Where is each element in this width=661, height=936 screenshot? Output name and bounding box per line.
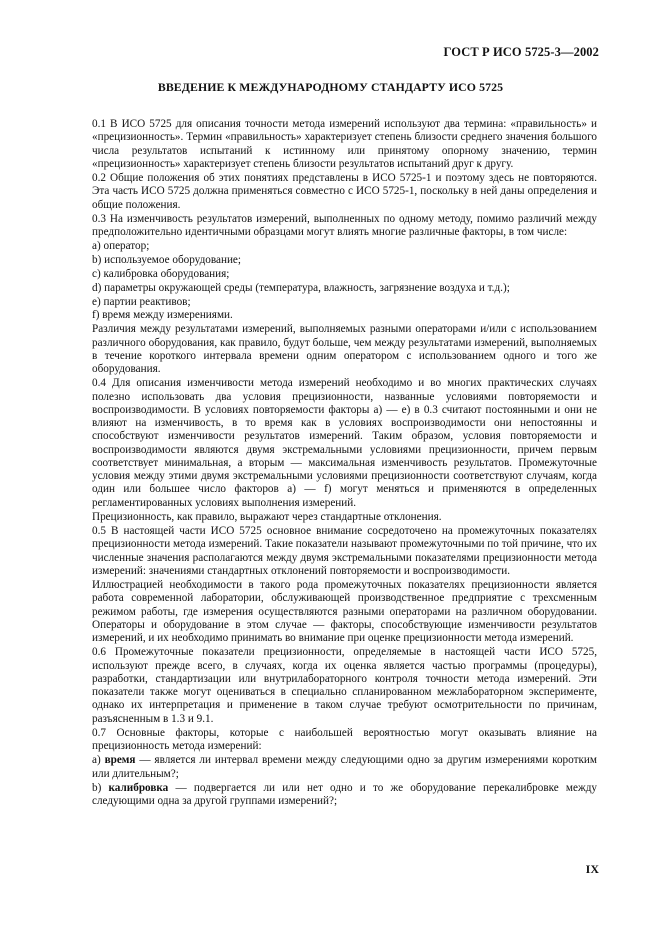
key-factor-calibration — [92, 782, 597, 809]
paragraph-0-2: 0.2 Общие положения об этих понятиях представлены в ИСО 5725-1 и поэтому здесь не повторяются. Эта часть ИСО 5725 должна применяться совместно с ИСО 5725-1, поскольку в ней даны определения и общие положения. — [92, 172, 597, 211]
paragraph-std-dev: Прецизионность, как правило, выражают через стандартные отклонения. — [92, 510, 442, 523]
factor-item: a) оператор; — [92, 240, 150, 253]
factor-item: e) партии реактивов; — [92, 295, 191, 308]
key-factor-time — [92, 754, 597, 781]
page-number: IX — [585, 862, 599, 876]
paragraph-0-6: 0.6 Промежуточные показатели прецизионности, определяемые в настоящей части ИСО 5725, используют прежде всего, в случаях, когда их оценка является частью программы (процедуры), разработки, стандартизации или внутрилабораторного контроля точности метода измерений. Эти показатели также могут оцениваться в специально спланированном межлабораторном эксперименте, однако их интерпретация и применение в таком случае требуют осмотрительности по причинам, разъясненным в 1.3 и 9.1. — [92, 646, 597, 725]
key-factor-text: — является ли интервал времени между следующими одно за другим измерениями коротким или длительным?; — [92, 754, 597, 780]
paragraph-illustration: Иллюстрацией необходимости в такого рода промежуточных показателях прецизионности является работа современной лаборатории, обслуживающей производственное предприятие с трехсменным режимом работы, где измерения осуществляются разными операторами на различном оборудовании. Операторы и оборудование в этом случае — факторы, способствующие изменчивости результатов измерений, и их необходимо принимать во внимание при оценке прецизионности метода измерений. — [92, 579, 597, 645]
document-body — [92, 118, 597, 809]
paragraph-differences: Различия между результатами измерений, выполняемых разными операторами и/или с использованием различного оборудования, как правило, будут больше, чем между результатами измерений, выполняемых в течение короткого интервала времени одним оператором с использованием одного и того же оборудования. — [92, 323, 597, 376]
paragraph-0-3: 0.3 На изменчивость результатов измерений, выполненных по одному методу, помимо различий между предположительно идентичными образцами могут влиять многие различные факторы, в том числе: — [92, 212, 597, 238]
factor-item: d) параметры окружающей среды (температура, влажность, загрязнение воздуха и т.д.); — [92, 281, 510, 294]
paragraph-0-7: 0.7 Основные факторы, которые с наибольшей вероятностью могут оказывать влияние на прецизионность метода измерений: — [92, 726, 597, 753]
document-code-header: ГОСТ Р ИСО 5725-3—2002 — [443, 45, 599, 59]
factor-item: c) калибровка оборудования; — [92, 267, 230, 280]
paragraph-0-4: 0.4 Для описания изменчивости метода измерений необходимо и во многих практических случаях полезно использовать два условия прецизионности, названные условиями повторяемости и воспроизводимости. В условиях повторяемости факторы а) — е) в 0.3 считают постоянными и они не влияют на изменчивость, в то время как в условиях воспроизводимости они непостоянны и способствуют изменчивости результатов измерений. Таким образом, условия повторяемости и воспроизводимости являются двумя экстремальными условиями прецизионности, причем первым соответствует минимальная, а вторым — максимальная изменчивость результатов. Промежуточные условия между этими двумя экстремальными условиями прецизионности соответствуют случаям, когда один или большее число факторов а) — f) могут меняться и применяются в определенных регламентированных условиях выполнения измерений. — [92, 377, 597, 509]
factor-item: b) используемое оборудование; — [92, 254, 242, 267]
key-factor-prefix: b) — [92, 781, 109, 794]
key-factor-text: — подвергается ли или нет одно и то же оборудование перекалибровке между следующими одна за другой группами измерений?; — [92, 781, 597, 808]
key-factor-term: калибровка — [108, 781, 169, 794]
factor-item: f) время между измерениями. — [92, 309, 233, 322]
paragraph-0-5: 0.5 В настоящей части ИСО 5725 основное внимание сосредоточено на промежуточных показателях прецизионности метода измерений. Такие показатели называют промежуточными по той причине, что их численные значения располагаются между двумя экстремальными показателями прецизионности метода измерений: значениями стандартных отклонений повторяемости и воспроизводимости. — [92, 525, 597, 577]
key-factor-prefix: a) — [92, 754, 105, 767]
section-title: ВВЕДЕНИЕ К МЕЖДУНАРОДНОМУ СТАНДАРТУ ИСО 5725 — [157, 80, 504, 94]
paragraph-0-1: 0.1 В ИСО 5725 для описания точности метода измерений используют два термина: «правильность» и «прецизионность». Термин «правильность» характеризует степень близости среднего значения большого числа результатов испытаний к истинному или принятому опорному значению, термин «прецизионность» характеризует степень близости результатов испытаний друг к другу. — [92, 118, 597, 170]
key-factor-term: время — [104, 754, 136, 767]
